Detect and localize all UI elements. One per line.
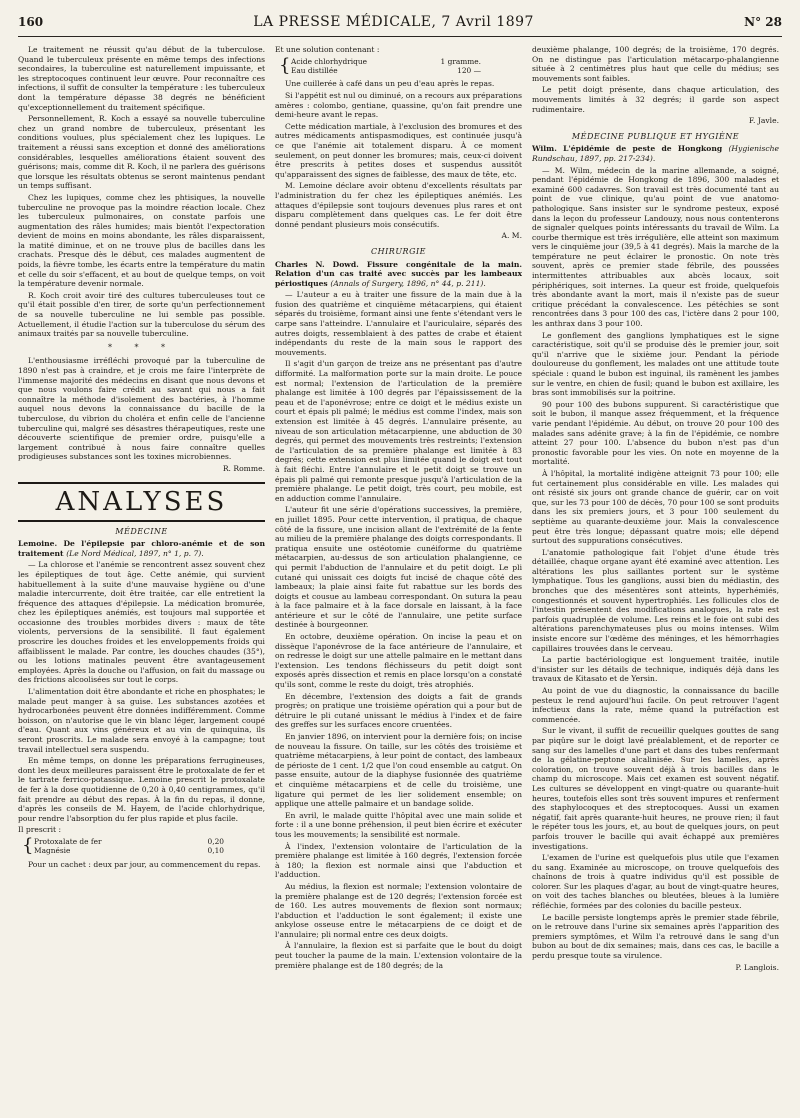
section-title: ANALYSES <box>18 482 265 522</box>
article-heading <box>18 539 265 558</box>
paragraph: L'examen de l'urine est quelquefois plus utile que l'examen du sang. Examinée au microscope, on trouve quelquefois des chaînons de trois à quatre individus qu'il est possible de colorer. Sur les plaques d'agar, au bout de vingt-quatre heures, on voit des taches blanches ou bleutées, bleues à la lumière réfléchie, formées par des colonies du bacille pesteux. <box>532 853 779 911</box>
section-subhead: MÉDECINE <box>115 526 168 536</box>
journal-title: LA PRESSE MÉDICALE, 7 Avril 1897 <box>253 14 534 30</box>
paragraph: La partie bactériologique est longuement traitée, inutile d'insister sur les détails de technique, indiqués déjà dans les travaux de Kitasato et de Yersin. <box>532 655 779 684</box>
prescription <box>22 834 265 856</box>
article-reference: (Annals of Surgery, 1896, n° 44, p. 211). <box>330 278 486 288</box>
separator-stars: * * * <box>107 342 176 352</box>
article-reference: (Hygienische Rundschau, 1897, pp. 217-234). <box>532 144 779 163</box>
paragraph: Et une solution contenant : <box>275 45 380 54</box>
brace-icon: { <box>279 54 291 76</box>
issue-number: N° 28 <box>744 15 782 29</box>
article-title: Wilm. L'épidémie de peste de Hongkong <box>532 144 723 154</box>
paragraph: M. Lemoine déclare avoir obtenu d'excellents résultats par l'administration du fer chez les épileptiques anémiés. Les attaques d'épilepsie sont toujours devenues plus rares et ont disparu complètement dans quelques cas. Le fer doit être donné pendant plusieurs mois consécutifs. <box>275 181 522 229</box>
column-3 <box>532 45 779 1113</box>
paragraph: L'enthousiasme irréfléchi provoqué par la tuberculine de 1890 n'est pas à craindre, et je crois me faire l'interprète de l'immense majorité des médecins en disant que nous devons et que nous voulons faire crédit au savant qui nous a fait connaître la méthode d'isolement des bactéries, à l'homme auquel nous devons la connaissance du bacille de la tuberculose, du vibrion du choléra et enfin celle de l'ancienne tuberculine qui, malgré ses désastres thérapeutiques, reste une découverte scientifique de premier ordre, puisqu'elle a largement contribué à nous faire connaître quelles prodigieuses substances sont les toxines microbiennes. <box>18 356 265 462</box>
paragraph: Il s'agit d'un garçon de treize ans ne présentant pas d'autre difformité. La malformation porte sur la main droite. Le pouce est normal; l'extension de l'articulation de la première phalange est limitée à 100 degrés par l'épaississement de la peau et de l'aponévrose; entre ce doigt et le médius existe un court et épais pli palmé; le médius est comme l'index, mais son extension est limitée à 45 degrés. L'annulaire présente, au niveau de son articulation métacarpienne, une abduction de 30 degrés, qui permet des mouvements très restreints; l'extension de l'articulation de sa première phalange est limitée à 83 degrés; cette extension est plus limitée quand le doigt est tout à fait fléchi. Entre l'annulaire et le petit doigt se trouve un épais pli palmé qui remonte presque jusqu'à l'articulation de la première phalange. Le petit doigt, très court, peu mobile, est en adduction comme l'annulaire. <box>275 359 522 503</box>
prescription-line: Protoxalate de fer 0,20 <box>34 836 224 846</box>
section-subhead: MÉDECINE PUBLIQUE ET HYGIÈNE <box>571 131 740 141</box>
paragraph: Cette médication martiale, à l'exclusion des bromures et des autres médicaments antispasmodiques, est continuée jusqu'à ce que l'anémie ait totalement disparu. À ce moment seulement, on peut donner les bromures; mais, ceux-ci doivent être prescrits à petites doses et suspendus aussitôt qu'apparaissent des signes de faiblesse, des maux de tête, etc. <box>275 121 522 179</box>
prescription-line: Acide chlorhydrique 1 gramme. <box>291 56 481 66</box>
paragraph: Il prescrit : <box>18 825 62 835</box>
paragraph: En décembre, l'extension des doigts a fait de grands progrès; on pratique une troisième opération qui a pour but de détruire le pli cutané unissant le médius à l'index et de faire des greffes sur les surfaces encore cruentées. <box>275 691 522 730</box>
paragraph: L'anatomie pathologique fait l'objet d'une étude très détaillée, chaque organe ayant été examiné avec attention. Les altérations les plus saillantes portent sur le système lymphatique. Tous les ganglions, aussi bien du médiastin, des bronches que des mésentères sont atteints, hyperhémiés, congestionnés et souvent hypertrophiés. Les follicules clos de l'intestin présentent des modifications analogues, la rate est parfois quadruplée de volume. Les reins et le foie ont subi des altérations parenchymateuses plus ou moins intenses. Wilm insiste encore sur l'œdème des méninges, et les hémorrhagies capillaires trouvées dans le cerveau. <box>532 547 779 653</box>
paragraph: Le bacille persiste longtemps après le premier stade fébrile, on le retrouve dans l'urine six semaines après l'apparition des premiers symptômes, et Wilm l'a retrouvé dans le sang d'un bubon au bout de dix semaines; mais, dans ces cas, le bacille a perdu presque toute sa virulence. <box>532 912 779 961</box>
prescription-line: Eau distillée 120 — <box>291 66 481 75</box>
paragraph: Le traitement ne réussit qu'au début de la tuberculose. Quand le tuberculeux présente en même temps des infections secondaires, la tuberculine est naturellement impuissante, et les streptocoques continuent leur œuvre. Pour reconnaître ces infections, il suffit de consulter la température : les tuberculeux dont la température dépasse 38 degrés ne bénéficient qu'exceptionnellement du traitement spécifique. <box>18 45 265 112</box>
paragraph: En octobre, deuxième opération. On incise la peau et on dissèque l'aponévrose de la face antérieure de l'annulaire, et on redresse le doigt sur une attelle palmaire en le mettant dans l'extension. Les tendons fléchisseurs du petit doigt sont exposés après dissection et remis en place lorsqu'on a constaté qu'ils sont, comme le reste du doigt, très atrophiés. <box>275 632 522 690</box>
paragraph: R. Koch croit avoir tiré des cultures tuberculeuses tout ce qu'il était possible d'en tirer, de sorte qu'un perfectionnement de sa nouvelle tuberculine ne lui semble pas possible. Actuellement, il étudie l'action sur la tuberculose du sérum des animaux traités par sa nouvelle tuberculine. <box>18 290 265 339</box>
page-number: 160 <box>18 15 44 29</box>
paragraph: Pour un cachet : deux par jour, au commencement du repas. <box>28 859 261 869</box>
prescription-line: Magnésie 0,10 <box>34 846 224 856</box>
paragraph: deuxième phalange, 100 degrés; de la troisième, 170 degrés. On ne distingue pas l'articulation métacarpo-phalangienne située à 2 centimètres plus haut que celle du médius; ses mouvements sont faibles. <box>532 45 779 83</box>
column-1 <box>18 45 265 1113</box>
paragraph: — La chlorose et l'anémie se rencontrent assez souvent chez les épileptiques de tout âge. Cette anémie, qui survient habituellement à la suite d'une mauvaise hygiène ou d'une maladie intercurrente, doit être traitée, car elle entretient la fréquence des attaques d'épilepsie. La médication bromurée, chez les épileptiques anémiés, est toujours mal supportée et occasionne des troubles morbides divers : maux de tête violents, perversions de la sensibilité. Il faut également proscrire les douches froides et les enveloppements froids qui affaiblissent le malade. Par contre, les douches chaudes (35°), ou les lotions matinales peuvent être avantageusement employées. Après la douche ou l'affusion, on fait du massage ou des frictions alcoolisées sur tout le corps. <box>18 560 265 685</box>
paragraph: En janvier 1896, on intervient pour la dernière fois; on incise de nouveau la fissure. On taille, sur les côtés des troisième et quatrième métacarpiens, à leur point de contact, des lambeaux de périoste de 1 cent. 1/2 que l'on coud ensemble au catgut. On passe ensuite, autour de la diaphyse fusionnée des quatrième et cinquième métacarpiens et de celle du troisième, une ligature qui permet de les lier solidement ensemble; on applique une attelle palmaire et un bandage solide. <box>275 732 522 809</box>
paragraph: À l'annulaire, la flexion est si parfaite que le bout du doigt peut toucher la paume de la main. L'extension volontaire de la première phalange est de 180 degrés; de la <box>275 941 522 970</box>
article-heading <box>275 260 522 289</box>
page-header <box>18 14 782 37</box>
paragraph: Le petit doigt présente, dans chaque articulation, des mouvements limités à 32 degrés; il garde son aspect rudimentaire. <box>532 85 779 114</box>
paragraph: L'auteur fit une série d'opérations successives, la première, en juillet 1895. Pour cette intervention, il pratiqua, de chaque côté de la fissure, une incision allant de l'extrémité de la fente au milieu de la première phalange des doigts correspondants. Il pratiqua ensuite une ostéotomie cunéiforme du quatrième métacarpien, au-dessus de son articulation phalangienne, ce qui permit l'abduction de l'annulaire et du petit doigt. Le pli cutané qui unissait ces doigts fut incisé de chaque côté des lambeaux; la plaie ainsi faite fut rabattue sur les bords des doigts et cousue au lambeau correspondant. On sutura la peau à la face palmaire et à la face dorsale en laissant, à la face antérieure et sur le côté de l'annulaire, une petite surface destinée à bourgeonner. <box>275 505 522 630</box>
prescription <box>279 54 522 76</box>
article-reference: (Le Nord Médical, 1897, n° 1, p. 7). <box>66 548 204 558</box>
paragraph: À l'hôpital, la mortalité indigène atteignit 73 pour 100; elle fut certainement plus considérable en ville. Les malades qui ont résisté six jours ont grande chance de guérir, car on voit que, sur les 73 pour 100 de décès, 70 pour 100 se sont produits dans les six premiers jours, et 3 pour 100 seulement du septième au quarante-deuxième jour. Mais la convalescence peut être très longue; dépassant quatre mois; elle dépend surtout des suppurations consécutives. <box>532 468 779 546</box>
paragraph: Une cuillerée à café dans un peu d'eau après le repas. <box>285 79 495 89</box>
article-title: Lemoine. De l'épilepsie par chloro-anémie et de son traitement <box>18 539 265 558</box>
paragraph: Personnellement, R. Koch a essayé sa nouvelle tuberculine chez un grand nombre de tuberculeux, présentant les conditions voulues, plus spécialement chez les lupiques. Le traitement a réussi sans exception et donné des améliorations considérables, lesquelles améliorations étaient souvent des guérisons; mais, comme dit R. Koch, il ne parlera des guérisons que lorsque les résultats obtenus se seront maintenus pendant un temps suffisant. <box>18 114 265 191</box>
paragraph: En avril, le malade quitte l'hôpital avec une main solide et forte : il a une bonne préhension, il peut bien écrire et exécuter tous les mouvements; la sensibilité est normale. <box>275 810 522 839</box>
paragraph: 90 pour 100 des bubons suppurent. Si caractéristique que soit le bubon, il manque assez fréquemment, et la fréquence varie pendant l'épidémie. Au début, on trouve 20 pour 100 des malades sans adénite grave; à la fin de l'épidémie, ce nombre atteint 27 pour 100. L'absence du bubon n'est pas d'un pronostic favorable pour les vies. On note en moyenne de la mortalité. <box>532 399 779 467</box>
paragraph: À l'index, l'extension volontaire de l'articulation de la première phalange est limitée à 160 degrés, l'extension forcée à 180; la flexion est normale ainsi que l'abduction et l'adduction. <box>275 841 522 880</box>
paragraph: Chez les lupiques, comme chez les phtisiques, la nouvelle tuberculine ne provoque pas la moindre réaction locale. Chez les tuberculeux pulmonaires, on constate parfois une augmentation des râles humides; mais bientôt l'expectoration devient de moins en moins abondante, les râles disparaissent, la matité diminue, et on ne trouve plus de bacilles dans les crachats. Presque dès le début, ces malades augmentent de poids, la fièvre tombe, les écarts entre la température du matin et celle du soir s'effacent, et au bout de quelque temps, on voit la température devenir normale. <box>18 192 265 289</box>
author-signature: P. Langlois. <box>735 962 779 972</box>
paragraph: Sur le vivant, il suffit de recueillir quelques gouttes de sang par piqûre sur le doigt lavé préalablement, et de reporter ce sang sur des lamelles d'une part et dans des tubes renfermant de la gélatine-peptone alcalinisée. Sur les lamelles, après coloration, on trouve souvent déjà à trois bacilles dans le champ du microscope. Mais cet examen est souvent négatif. Les cultures se développent en vingt-quatre ou quarante-huit heures, toutefois elles sont très souvent impures et renferment des staphylocoques et des streptocoques. Aussi un examen négatif, fait après quarante-huit heures, ne prouve rien; il faut le répéter tous les jours, et, au bout de quelques jours, on peut parfois trouver le bacille qui avait échappé aux premières investigations. <box>532 726 779 851</box>
article-title: Charles N. Dowd. Fissure congénitale de la main. Relation d'un cas traité avec succès par les lambeaux périostiques <box>275 259 522 288</box>
column-2 <box>275 45 522 1113</box>
author-signature: R. Romme. <box>222 463 265 473</box>
paragraph: En même temps, on donne les préparations ferrugineuses, dont les deux meilleures paraissent être le protoxalate de fer et le tartrate ferrico-potassique. Lemoine prescrit le protoxalate de fer à la dose quotidienne de 0,20 à 0,40 centigrammes, qu'il fait prendre au début des repas. À la fin du repas, il donne, d'après les conseils de M. Hayem, de l'acide chlorhydrique, pour rendre l'absorption du fer plus rapide et plus facile. <box>18 756 265 823</box>
paragraph: L'alimentation doit être abondante et riche en phosphates; le malade peut manger à sa guise. Les substances azotées et hydrocarbonées peuvent être données indifféremment. Comme boisson, on n'autorise que le vin blanc léger, largement coupé d'eau. Quant aux vins généreux et au vin de quinquina, ils seront proscrits. Le malade sera envoyé à la campagne; tout travail intellectuel sera suspendu. <box>18 687 265 754</box>
article-heading <box>532 144 779 163</box>
paragraph: Si l'appétit est nul ou diminué, on a recours aux préparations amères : colombo, gentiane, quassine, qu'on fait prendre une demi-heure avant le repas. <box>275 91 522 120</box>
paragraph: — M. Wilm, médecin de la marine allemande, a soigné, pendant l'épidémie de Hongkong de 1896, 300 malades et examiné 600 cadavres. Son travail est très documenté tant au point de vue clinique, qu'au point de vue anatomo-pathologique. Sans insister sur le syndrome pesteux, exposé dans la leçon du professeur Landouzy, nous nous contenterons de signaler quelques points intéressants du travail de Wilm. La courbe thermique est très irrégulière, elle atteint son maximum vers le cinquième jour (39,5 à 41 degrés). Mais la marche de la température ne peut éclairer le pronostic. On note très souvent, après ce premier stade fébrile, des poussées intermittentes attribuables aux abcès locaux, soit périphériques, soit internes. La queur est froide, quelquefois très abondante avant la mort, mais il n'existe pas de sueur critique précédant la convalescence. Les pétéchies se sont rencontrées dans 3 pour 100 des cas, l'ictère dans 2 pour 100, les anthrax dans 3 pour 100. <box>532 165 779 329</box>
paragraph: Au médius, la flexion est normale; l'extension volontaire de la première phalange est de 120 degrés; l'extension forcée est de 160. Les autres mouvements de flexion sont normaux; l'abduction et l'adduction le sont également; il existe une ankylose osseuse entre le métacarpiens de ce doigt et de l'annulaire; pli normal entre ces deux doigts. <box>275 881 522 939</box>
author-signature: F. Javle. <box>748 116 779 126</box>
author-signature: A. M. <box>501 231 522 241</box>
columns <box>18 45 782 1113</box>
section-subhead: CHIRURGIE <box>371 246 426 256</box>
paragraph: Le gonflement des ganglions lymphatiques est le signe caractéristique, soit qu'il se produise dès le premier jour, soit qu'il n'arrive que le sixième jour. Pendant la période douloureuse du gonflement, les malades ont une attitude toute spéciale : quand le bubon est inguinal, ils ramènent les jambes sur le ventre, en chien de fusil; quand le bubon est axillaire, les bras sont immobilisés sur la poitrine. <box>532 330 779 398</box>
brace-icon: { <box>22 834 34 856</box>
paragraph: — L'auteur a eu à traiter une fissure de la main due à la fusion des quatrième et cinquième métacarpiens, qui étaient séparés du troisième, formant ainsi une fente s'étendant vers le carpe sans l'atteindre. L'annulaire et l'auriculaire, séparés des autres doigts, ressemblaient à des pattes de crabe et étaient indépendants du reste de la main sous le rapport des mouvements. <box>275 290 522 357</box>
paragraph: Au point de vue du diagnostic, la connaissance du bacille pesteux le rend aujourd'hui facile. On peut retrouver l'agent infectieux dans la rate, même quand la putréfaction est commencée. <box>532 686 779 724</box>
